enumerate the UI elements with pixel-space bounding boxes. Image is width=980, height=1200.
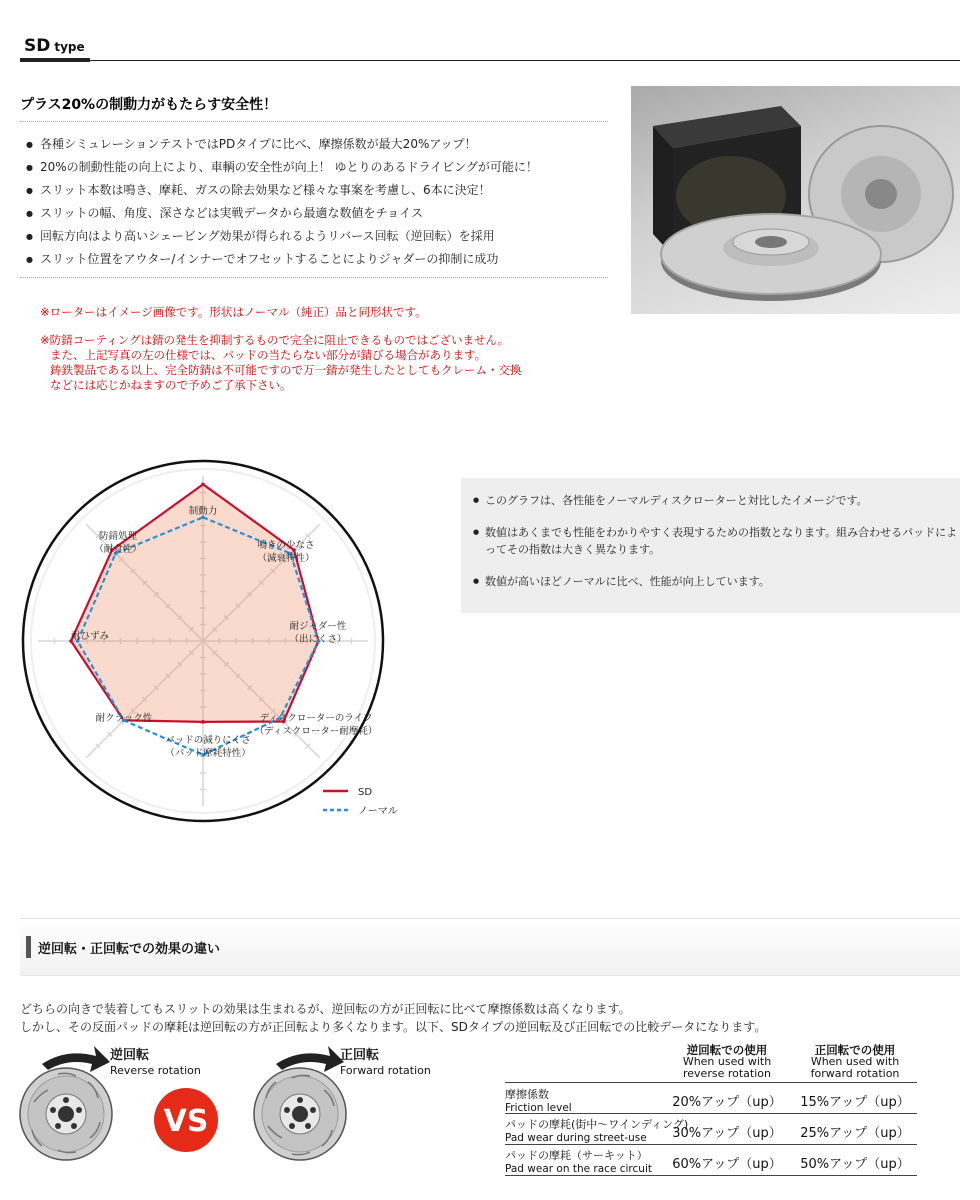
page-title-suffix: type: [54, 40, 85, 54]
note-rust-line: また、上記写真の左の仕様では、パッドの当たらない部分が錆びる場合があります。: [50, 348, 487, 362]
row-value-reverse: 30%アップ（up）: [672, 1126, 782, 1141]
col-forward-en2: forward rotation: [810, 1067, 900, 1080]
chart-info-box: [461, 478, 960, 613]
page-title: [24, 36, 85, 56]
axis-label: パッドの減りにくさ: [165, 735, 251, 746]
note-rust-line: などには応じかねますので予めご了承下さい。: [50, 378, 292, 392]
headline: プラス20%の制動力がもたらす安全性！: [20, 97, 278, 113]
axis-label: 耐ひずみ: [70, 631, 110, 642]
col-reverse-en2: reverse rotation: [683, 1067, 771, 1080]
row-label-jp: パッドの摩耗（サーキット）: [505, 1149, 648, 1162]
row-value-reverse: 20%アップ（up）: [672, 1095, 782, 1110]
note-rust-line: 鋳鉄製品である以上、完全防錆は不可能ですので万一錆が発生したとしてもクレーム・交換: [50, 363, 522, 377]
axis-label: 耐クラック性: [95, 713, 153, 724]
axis-label: 制動力: [188, 506, 218, 517]
table-rule: [505, 1175, 917, 1176]
axis-label: （耐食性）: [94, 544, 142, 555]
table-row: [505, 1086, 572, 1114]
forward-label-en: Forward rotation: [340, 1064, 431, 1077]
axis-label: 防錆処理: [98, 531, 138, 542]
product-photo: [631, 86, 960, 314]
note-image: ※ローターはイメージ画像です。形状はノーマル（純正）品と同形状です。: [40, 305, 427, 319]
legend-normal-label: ノーマル: [358, 806, 398, 817]
row-label-en: Pad wear on the race circuit: [505, 1163, 652, 1175]
divider-dotted: [20, 277, 608, 278]
col-forward-jp: 正回転での使用: [814, 1043, 896, 1057]
axis-label: （ディスクローター耐摩耗）: [254, 726, 378, 737]
table-col-forward-header: [790, 1044, 920, 1080]
table-rule: [505, 1082, 917, 1083]
table-row: [505, 1147, 652, 1175]
header-divider: [20, 60, 960, 61]
axis-label: ディスクローターのライフ: [259, 713, 373, 724]
info-item: ● 数値はあくまでも性能をわかりやすく表現するための指数となります。組み合わせるパッドによってその指数は大きく異なります。: [473, 524, 960, 558]
rotation-illustration: [18, 1042, 488, 1192]
section-marker: [26, 936, 31, 958]
note-rust: [40, 333, 522, 393]
row-label-en: Pad wear during street-use: [505, 1132, 647, 1144]
feature-item: ● スリットの幅、角度、深さなどは実戦データから最適な数値をチョイス: [26, 202, 616, 225]
section-paragraph: どちらの向きで装着してもスリットの効果は生まれるが、逆回転の方が正回転に比べて摩擦係数は高くなります。: [20, 1002, 631, 1016]
info-item: ● 数値が高いほどノーマルに比べ、性能が向上しています。: [473, 573, 960, 590]
forward-label-jp: 正回転: [340, 1048, 380, 1063]
reverse-rotor: [20, 1068, 112, 1160]
col-reverse-en1: When used with: [682, 1055, 772, 1068]
reverse-label-en: Reverse rotation: [110, 1064, 201, 1077]
row-value-forward: 50%アップ（up）: [800, 1157, 910, 1172]
axis-label: （パッド摩耗特性）: [165, 748, 251, 759]
product-photo-drawing: [631, 86, 960, 314]
col-forward-en1: When used with: [810, 1055, 900, 1068]
chart-legend: [323, 787, 398, 817]
section-title: 逆回転・正回転での効果の違い: [38, 942, 221, 957]
series-point: [201, 482, 205, 486]
row-label-jp: 摩擦係数: [505, 1088, 549, 1101]
table-col-reverse-header: [662, 1044, 792, 1080]
row-value-forward: 25%アップ（up）: [800, 1126, 910, 1141]
radar-chart: [18, 458, 408, 830]
note-rust-line: ※防錆コーティングは錆の発生を抑制するもので完全に阻止できるものではございません。: [40, 333, 510, 347]
feature-item: ● 20%の制動性能の向上により、車輌の安全性が向上！ ゆとりのあるドライビングが可能に！: [26, 156, 616, 179]
row-value-forward: 15%アップ（up）: [800, 1095, 910, 1110]
info-item: ● このグラフは、各性能をノーマルディスクローターと対比したイメージです。: [473, 492, 960, 509]
axis-label: （出にくさ）: [289, 634, 347, 645]
col-reverse-jp: 逆回転での使用: [686, 1043, 768, 1057]
forward-arrow-icon: [276, 1046, 344, 1072]
legend-sd-label: SD: [358, 787, 373, 798]
feature-item: ● 回転方向はより高いシェービング効果が得られるようリバース回転（逆回転）を採用: [26, 225, 616, 248]
feature-item: ● スリット本数は鳴き、摩耗、ガスの除去効果など様々な事案を考慮し、6本に決定！: [26, 179, 616, 202]
axis-label: 耐ジャダー性: [289, 621, 347, 632]
table-rule: [505, 1144, 917, 1145]
row-label-jp: パッドの摩耗(街中～ワインディング): [505, 1118, 689, 1131]
axis-label: 鳴きの少なさ: [257, 540, 315, 551]
divider-dotted: [20, 121, 608, 122]
vs-text: VS: [163, 1104, 209, 1139]
table-row: [505, 1116, 688, 1144]
axis-label: （減衰特性）: [257, 553, 315, 564]
feature-item: ● スリット位置をアウター/インナーでオフセットすることによりジャダーの抑制に成功: [26, 248, 616, 271]
row-label-en: Friction level: [505, 1102, 572, 1114]
feature-item: ● 各種シミュレーションテストではPDタイプに比べ、摩擦係数が最大20%アップ！: [26, 133, 616, 156]
forward-rotor: [254, 1068, 346, 1160]
feature-list: [26, 133, 616, 271]
row-value-reverse: 60%アップ（up）: [672, 1157, 782, 1172]
page-title-main: SD: [24, 36, 51, 56]
series-point: [201, 720, 205, 724]
reverse-arrow-icon: [42, 1046, 110, 1072]
reverse-label-jp: 逆回転: [110, 1048, 150, 1063]
section-paragraph: しかし、その反面パッドの摩耗は逆回転の方が正回転より多くなります。以下、SDタイプの逆回転及び正回転での比較データになります。: [20, 1020, 767, 1034]
